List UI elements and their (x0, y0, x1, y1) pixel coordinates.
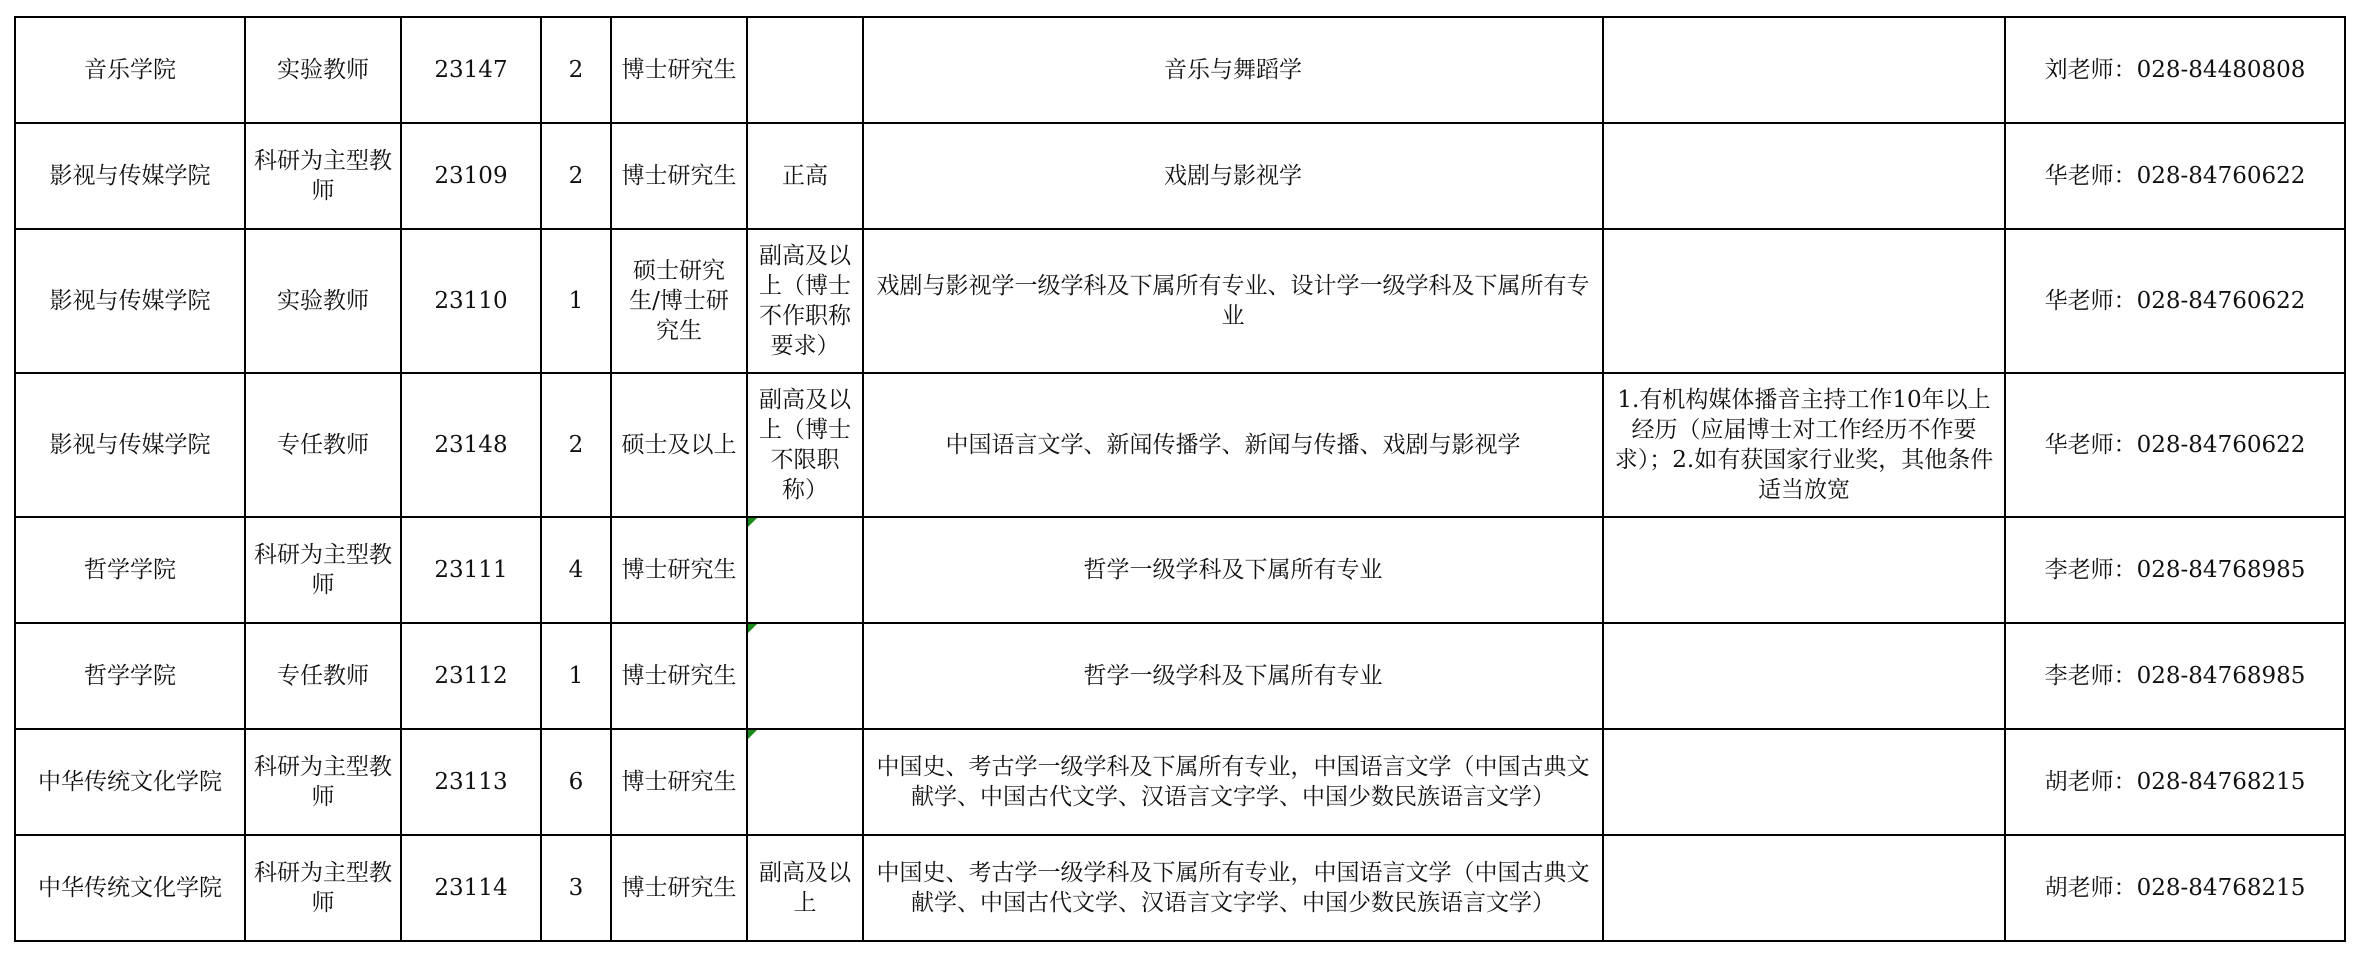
position-type-cell: 科研为主型教师 (245, 517, 401, 623)
major-cell: 中国语言文学、新闻传播学、新闻与传播、戏剧与影视学 (863, 373, 1603, 517)
contact-cell: 华老师：028-84760622 (2005, 229, 2345, 373)
code-cell: 23109 (401, 123, 541, 229)
title-cell (747, 17, 863, 123)
contact-cell: 华老师：028-84760622 (2005, 123, 2345, 229)
cell-marker-icon (748, 518, 757, 527)
college-cell: 影视与传媒学院 (15, 373, 245, 517)
position-type-cell: 科研为主型教师 (245, 123, 401, 229)
college-cell: 哲学学院 (15, 517, 245, 623)
college-cell: 哲学学院 (15, 623, 245, 729)
college-cell: 影视与传媒学院 (15, 123, 245, 229)
code-cell: 23147 (401, 17, 541, 123)
recruitment-table (14, 16, 2346, 942)
table-row (15, 729, 2345, 835)
college-cell: 中华传统文化学院 (15, 729, 245, 835)
code-cell: 23111 (401, 517, 541, 623)
contact-cell: 李老师：028-84768985 (2005, 517, 2345, 623)
table-row (15, 229, 2345, 373)
contact-cell: 胡老师：028-84768215 (2005, 729, 2345, 835)
table-row (15, 835, 2345, 941)
count-cell: 1 (541, 229, 611, 373)
position-type-cell: 专任教师 (245, 373, 401, 517)
code-cell: 23148 (401, 373, 541, 517)
education-cell: 博士研究生 (611, 17, 747, 123)
major-cell: 中国史、考古学一级学科及下属所有专业，中国语言文学（中国古典文献学、中国古代文学、汉语言文字学、中国少数民族语言文学） (863, 729, 1603, 835)
cell-marker-icon (748, 730, 757, 739)
code-cell: 23113 (401, 729, 541, 835)
college-cell: 影视与传媒学院 (15, 229, 245, 373)
count-cell: 1 (541, 623, 611, 729)
count-cell: 6 (541, 729, 611, 835)
notes-cell (1603, 729, 2005, 835)
major-cell: 哲学一级学科及下属所有专业 (863, 623, 1603, 729)
education-cell: 博士研究生 (611, 729, 747, 835)
education-cell: 硕士及以上 (611, 373, 747, 517)
position-type-cell: 专任教师 (245, 623, 401, 729)
education-cell: 博士研究生 (611, 623, 747, 729)
title-cell: 副高及以上（博士不限职称） (747, 373, 863, 517)
contact-cell: 胡老师：028-84768215 (2005, 835, 2345, 941)
title-cell: 副高及以上 (747, 835, 863, 941)
title-cell: 副高及以上（博士不作职称要求） (747, 229, 863, 373)
education-cell: 博士研究生 (611, 123, 747, 229)
table-row (15, 623, 2345, 729)
college-cell: 音乐学院 (15, 17, 245, 123)
position-type-cell: 实验教师 (245, 229, 401, 373)
count-cell: 2 (541, 123, 611, 229)
title-cell (747, 623, 863, 729)
title-cell (747, 729, 863, 835)
notes-cell (1603, 229, 2005, 373)
notes-cell (1603, 623, 2005, 729)
major-cell: 戏剧与影视学一级学科及下属所有专业、设计学一级学科及下属所有专业 (863, 229, 1603, 373)
position-type-cell: 科研为主型教师 (245, 729, 401, 835)
count-cell: 3 (541, 835, 611, 941)
notes-cell (1603, 835, 2005, 941)
table-row (15, 373, 2345, 517)
major-cell: 中国史、考古学一级学科及下属所有专业，中国语言文学（中国古典文献学、中国古代文学、汉语言文字学、中国少数民族语言文学） (863, 835, 1603, 941)
cell-marker-icon (748, 624, 757, 633)
notes-cell (1603, 17, 2005, 123)
major-cell: 哲学一级学科及下属所有专业 (863, 517, 1603, 623)
count-cell: 2 (541, 17, 611, 123)
title-cell: 正高 (747, 123, 863, 229)
education-cell: 博士研究生 (611, 517, 747, 623)
position-type-cell: 实验教师 (245, 17, 401, 123)
contact-cell: 刘老师：028-84480808 (2005, 17, 2345, 123)
college-cell: 中华传统文化学院 (15, 835, 245, 941)
major-cell: 音乐与舞蹈学 (863, 17, 1603, 123)
code-cell: 23114 (401, 835, 541, 941)
major-cell: 戏剧与影视学 (863, 123, 1603, 229)
education-cell: 博士研究生 (611, 835, 747, 941)
table-row (15, 17, 2345, 123)
table-body (15, 17, 2345, 941)
notes-cell (1603, 123, 2005, 229)
code-cell: 23112 (401, 623, 541, 729)
table-row (15, 123, 2345, 229)
code-cell: 23110 (401, 229, 541, 373)
contact-cell: 李老师：028-84768985 (2005, 623, 2345, 729)
count-cell: 4 (541, 517, 611, 623)
education-cell: 硕士研究生/博士研究生 (611, 229, 747, 373)
table-row (15, 517, 2345, 623)
contact-cell: 华老师：028-84760622 (2005, 373, 2345, 517)
title-cell (747, 517, 863, 623)
position-type-cell: 科研为主型教师 (245, 835, 401, 941)
count-cell: 2 (541, 373, 611, 517)
notes-cell: 1.有机构媒体播音主持工作10年以上经历（应届博士对工作经历不作要求）；2.如有获国家行业奖，其他条件适当放宽 (1603, 373, 2005, 517)
notes-cell (1603, 517, 2005, 623)
